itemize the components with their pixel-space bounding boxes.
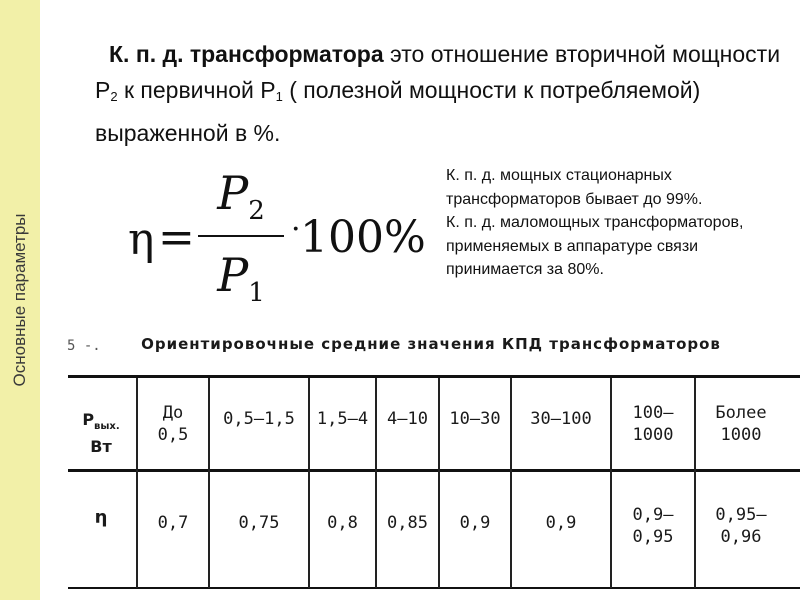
power-letter: P xyxy=(82,410,95,429)
numerator-sub: 2 xyxy=(248,196,265,226)
table-bottom-line xyxy=(68,587,800,589)
definition-part-2: к первичной Р xyxy=(117,77,276,103)
side-label xyxy=(0,0,40,600)
efficiency-formula xyxy=(128,162,428,308)
value-line-2: 0,95 xyxy=(632,527,674,547)
formula-percent: 100% xyxy=(300,212,426,263)
formula-numerator xyxy=(198,166,284,226)
table-middle-line xyxy=(68,469,800,472)
value-line-1: 0,9 xyxy=(459,513,491,533)
definition-part-3: ( полезной мощности к потребляемой) выраженной в %. xyxy=(95,77,701,146)
value-line-1: 0,95— xyxy=(715,505,767,525)
table-title: Ориентировочные средние значения КПД трансформаторов xyxy=(141,335,721,353)
value-line-1: 0,75 xyxy=(238,513,280,533)
subscript-2: 2 xyxy=(110,89,118,104)
header-line-1: 0,5—1,5 xyxy=(223,409,295,429)
header-line-2: 1000 xyxy=(632,425,674,445)
denominator-sub: 1 xyxy=(248,278,265,308)
fraction-bar xyxy=(198,235,284,237)
header-line-2: 0,5 xyxy=(157,425,189,445)
header-cell xyxy=(138,402,208,446)
value-line-1: 0,85 xyxy=(387,513,428,533)
note-line-1: К. п. д. мощных стационарных трансформаторов бывает до 99%. xyxy=(446,167,703,208)
efficiency-note xyxy=(446,164,776,282)
efficiency-table xyxy=(62,322,800,600)
value-line-1: 0,9— xyxy=(632,505,674,525)
definition-text xyxy=(95,36,785,151)
subscript-1: 1 xyxy=(275,89,283,104)
header-cell xyxy=(612,402,694,446)
formula-dot: · xyxy=(291,212,301,247)
formula-fraction xyxy=(198,162,284,308)
header-line-1: Более xyxy=(715,403,767,423)
power-unit: Вт xyxy=(90,437,112,457)
value-cell xyxy=(440,512,510,534)
corner-mark: 5 -. xyxy=(67,338,101,354)
header-line-1: 100— xyxy=(632,403,674,423)
power-row-label xyxy=(68,410,134,457)
value-cell xyxy=(696,504,786,548)
formula-equals: = xyxy=(158,212,195,263)
note-line-2: К. п. д. маломощных трансформаторов, применяемых в аппаратуре связи принимается за 80%. xyxy=(446,214,744,278)
power-symbol xyxy=(68,410,134,437)
value-line-1: 0,7 xyxy=(157,513,189,533)
value-line-1: 0,8 xyxy=(327,513,358,533)
value-line-2: 0,96 xyxy=(720,527,762,547)
side-label-text: Основные параметры xyxy=(10,213,29,387)
numerator-symbol: P xyxy=(217,166,249,220)
header-cell xyxy=(512,408,610,430)
formula-denominator xyxy=(198,248,284,308)
header-cell xyxy=(440,408,510,430)
header-line-1: 4—10 xyxy=(387,409,428,429)
formula-eta: η xyxy=(128,214,155,265)
table-top-line xyxy=(68,375,800,378)
value-cell xyxy=(612,504,694,548)
power-sub: вых. xyxy=(94,421,120,433)
header-cell xyxy=(377,408,438,430)
value-cell xyxy=(138,512,208,534)
header-line-1: 1,5—4 xyxy=(316,409,369,429)
value-line-1: 0,9 xyxy=(545,513,577,533)
value-cell xyxy=(512,512,610,534)
header-cell xyxy=(310,408,375,430)
header-line-1: 10—30 xyxy=(449,409,501,429)
header-line-1: До xyxy=(162,403,184,423)
definition-part-1: это отношение вторичной мощности Р xyxy=(95,41,781,103)
header-line-1: 30—100 xyxy=(530,409,592,429)
denominator-symbol: P xyxy=(217,248,249,302)
efficiency-row-label: η xyxy=(94,507,108,528)
header-cell xyxy=(210,408,308,430)
value-cell xyxy=(210,512,308,534)
definition-lead: К. п. д. трансформатора xyxy=(109,41,384,67)
value-cell xyxy=(377,512,438,534)
value-cell xyxy=(310,512,375,534)
header-cell xyxy=(696,402,786,446)
header-line-2: 1000 xyxy=(720,425,762,445)
